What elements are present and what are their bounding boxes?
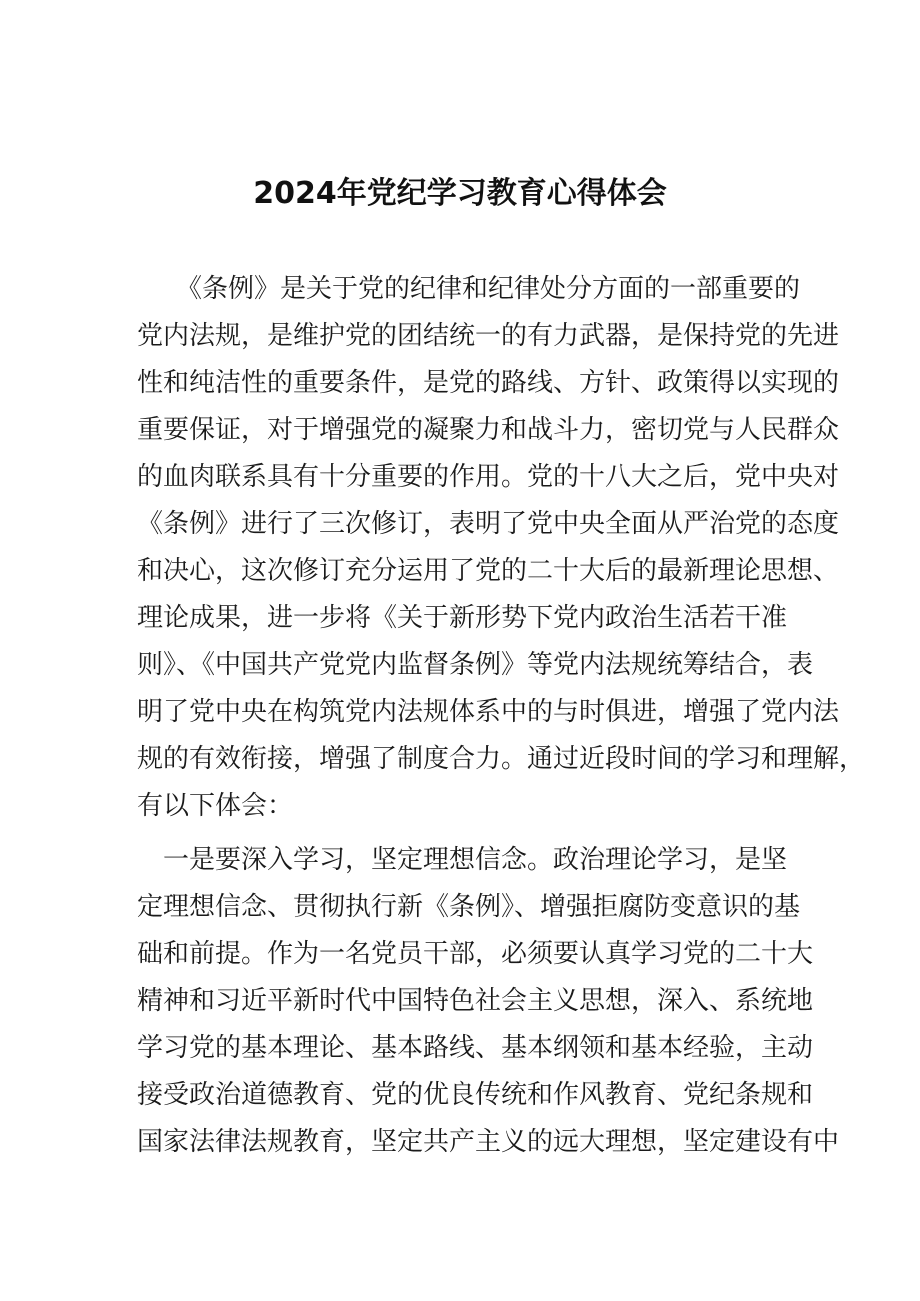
paragraph-line: 《条例》进行了三次修订，表明了党中央全面从严治党的态度 [137,509,840,539]
paragraph-line: 一是要深入学习，坚定理想信念。政治理论学习，是坚 [137,845,788,875]
paragraph-line: 的血肉联系具有十分重要的作用。党的十八大之后，党中央对 [137,462,840,492]
paragraph-line: 接受政治道德教育、党的优良传统和作风教育、党纪条规和 [137,1080,814,1110]
paragraph-line: 有以下体会： [137,791,294,821]
paragraph-line: 和决心，这次修订充分运用了党的二十大后的最新理论思想、 [137,556,840,586]
paragraph-line: 《条例》是关于党的纪律和纪律处分方面的一部重要的 [137,274,801,304]
paragraph-intro [137,266,865,830]
document-title: 2024年党纪学习教育心得体会 [253,176,667,211]
paragraph-line: 理论成果，进一步将《关于新形势下党内政治生活若干准 [137,603,788,633]
paragraph-line: 则》、《中国共产党党内监督条例》等党内法规统筹结合，表 [137,650,814,680]
paragraph-line: 规的有效衔接，增强了制度合力。通过近段时间的学习和理解， [137,744,866,774]
paragraph-line: 学习党的基本理论、基本路线、基本纲领和基本经验，主动 [137,1033,814,1063]
paragraph-line: 定理想信念、贯彻执行新《条例》、增强拒腐防变意识的基 [137,892,801,922]
paragraph-line: 重要保证，对于增强党的凝聚力和战斗力，密切党与人民群众 [137,415,840,445]
paragraph-line: 精神和习近平新时代中国特色社会主义思想，深入、系统地 [137,986,814,1016]
paragraph-line: 性和纯洁性的重要条件，是党的路线、方针、政策得以实现的 [137,368,840,398]
paragraph-line: 础和前提。作为一名党员干部，必须要认真学习党的二十大 [137,939,814,969]
paragraph-line: 国家法律法规教育，坚定共产主义的远大理想，坚定建设有中 [137,1127,840,1157]
paragraph-line: 明了党中央在构筑党内法规体系中的与时俱进，增强了党内法 [137,697,840,727]
paragraph-line: 党内法规，是维护党的团结统一的有力武器，是保持党的先进 [137,321,840,351]
paragraph-point-one [137,837,839,1166]
